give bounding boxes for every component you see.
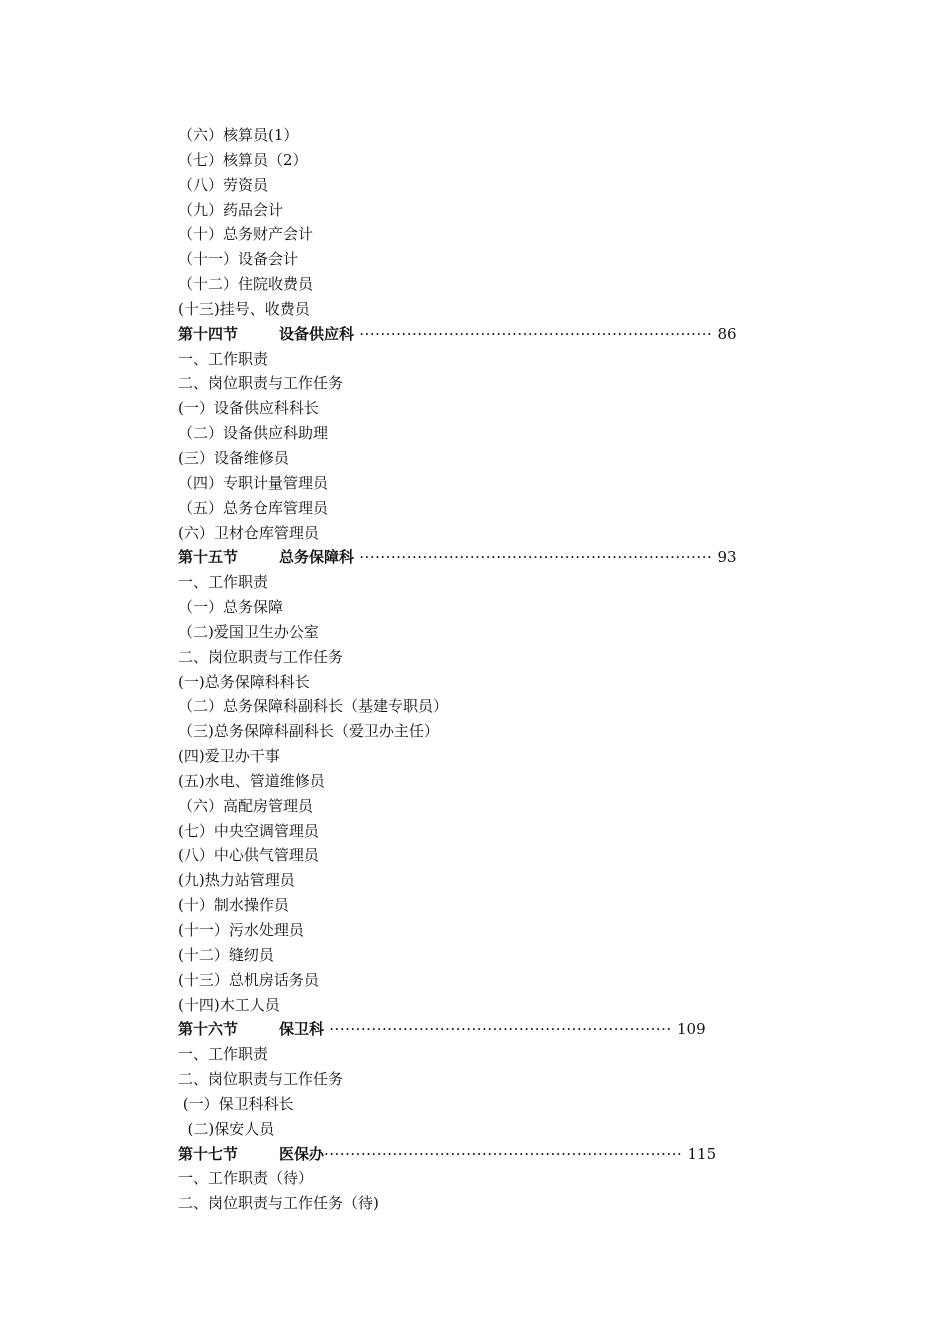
section-number: 第十四节 xyxy=(178,324,239,343)
toc-entry: (六）卫材仓库管理员 xyxy=(178,523,319,542)
dot-leader: ···································································· xyxy=(324,1144,688,1163)
toc-entry: （六）高配房管理员 xyxy=(178,796,314,815)
section-number: 第十七节 xyxy=(178,1144,239,1163)
toc-entry: (十）制水操作员 xyxy=(178,896,289,915)
toc-entry: (五)水电、管道维修员 xyxy=(178,771,325,790)
toc-entry: （二）设备供应科助理 xyxy=(178,424,329,443)
section-number: 第十五节 xyxy=(178,548,239,567)
section-title: 医保办 xyxy=(279,1144,325,1163)
toc-entry: （十一）设备会计 xyxy=(178,250,299,269)
page-number: 115 xyxy=(687,1144,717,1163)
toc-entry: (三）设备维修员 xyxy=(178,448,289,467)
toc-entry: （七）核算员（2） xyxy=(178,150,308,169)
toc-entry: (十二）缝纫员 xyxy=(178,945,274,964)
toc-section-heading xyxy=(178,322,738,347)
toc-entry: (十一）污水处理员 xyxy=(178,921,304,939)
page-number: 93 xyxy=(717,548,737,567)
toc-entry: （九）药品会计 xyxy=(178,200,284,219)
toc-entry: 二、岗位职责与工作任务 xyxy=(178,1070,344,1089)
toc-entry: (十三）总机房话务员 xyxy=(178,970,319,989)
toc-section-heading xyxy=(178,545,738,570)
toc-entry: (十四)木工人员 xyxy=(178,995,280,1014)
toc-entry: (十三)挂号、收费员 xyxy=(178,299,310,318)
page-number: 109 xyxy=(676,1020,706,1039)
toc-entry: 一、工作职责 xyxy=(178,573,269,592)
toc-entry: (八）中心供气管理员 xyxy=(178,846,319,865)
toc-entry: （六）核算员(1） xyxy=(178,126,299,144)
toc-entry: （三)总务保障科副科长（爱卫办主任） xyxy=(178,722,439,741)
toc-entry: (九)热力站管理员 xyxy=(178,871,295,890)
toc-entry: 一、工作职责 xyxy=(178,349,269,368)
toc-entry: （五）总务仓库管理员 xyxy=(178,498,329,517)
toc-entry: （十）总务财产会计 xyxy=(178,225,314,244)
toc-entry: 二、岗位职责与工作任务 xyxy=(178,647,344,666)
toc-entry: （二)爱国卫生办公室 xyxy=(178,622,319,641)
toc-entry: (七）中央空调管理员 xyxy=(178,821,319,840)
toc-entry: （二）总务保障科副科长（基建专职员） xyxy=(178,697,449,716)
toc-entry: (一）保卫科科长 xyxy=(178,1094,294,1113)
page-number: 86 xyxy=(717,324,737,343)
dot-leader: ··································································· xyxy=(354,548,718,567)
toc-entry: 一、工作职责（待） xyxy=(178,1169,314,1188)
table-of-contents xyxy=(178,123,738,1216)
section-title: 设备供应科 xyxy=(279,324,355,343)
toc-entry: （八）劳资员 xyxy=(178,175,269,194)
dot-leader: ································································· xyxy=(324,1020,677,1039)
toc-entry: (二)保安人员 xyxy=(178,1119,275,1138)
section-number: 第十六节 xyxy=(178,1020,239,1039)
toc-entry: （四）专职计量管理员 xyxy=(178,473,329,492)
toc-entry: （十二）住院收费员 xyxy=(178,275,314,294)
section-title: 总务保障科 xyxy=(279,548,355,567)
toc-entry: 二、岗位职责与工作任务（待) xyxy=(178,1194,379,1213)
toc-entry: (一)总务保障科科长 xyxy=(178,672,310,691)
toc-entry: （一）总务保障 xyxy=(178,598,284,617)
toc-entry: 一、工作职责 xyxy=(178,1045,269,1064)
section-title: 保卫科 xyxy=(279,1020,325,1039)
toc-entry: (一）设备供应科科长 xyxy=(178,399,319,418)
toc-section-heading xyxy=(178,1142,738,1167)
toc-entry: 二、岗位职责与工作任务 xyxy=(178,374,344,393)
toc-entry: (四)爱卫办干事 xyxy=(178,747,280,766)
dot-leader: ··································································· xyxy=(354,324,718,343)
toc-section-heading xyxy=(178,1017,738,1042)
